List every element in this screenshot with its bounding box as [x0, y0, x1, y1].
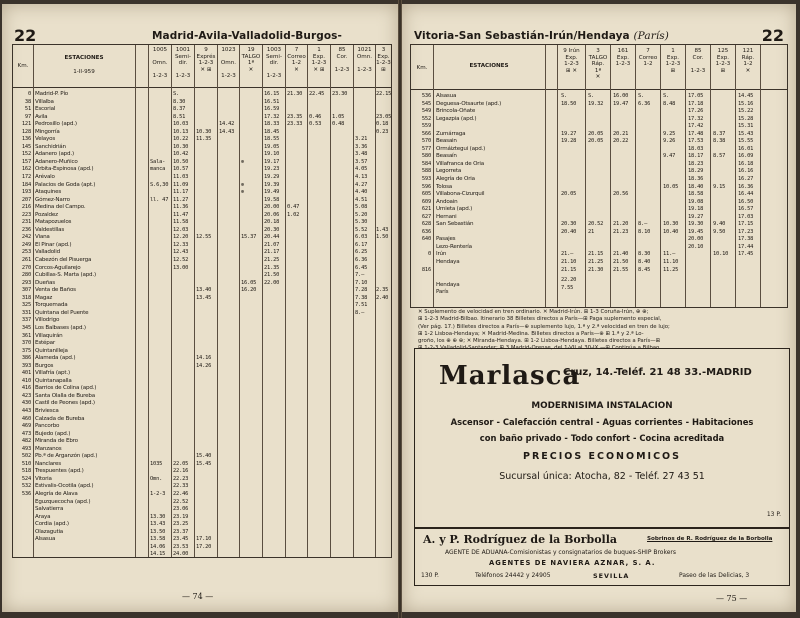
- train-header: 1 Exp. 1-2-3 ✕ ⊞: [311, 47, 327, 73]
- times-column: S. 8.30 8.37 8.51 10.03 10.13 10.22 10.30 10.42 10.50 10.57 11.03 11.09 11.17 11.27 11.36 11.47 11.58 12.03 12.20 12.33 12.43 12.52 13.00 22.05 22.16 22.23 22.33 22.46 22.52 23.06 23.19 23.25 23.37 23.45 23.53 24.00: [173, 91, 189, 558]
- times-column: 14.42 14.43: [219, 121, 235, 135]
- ad-hotel-address: Cruz, 14.-Teléf. 21 48 33.-MADRID: [563, 367, 752, 378]
- note-line: ⊞ 1-2-3 Madrid-Bilbao. Itinerario 38 Billetes directos a París—⊞ Paga suplemento especial,: [418, 316, 662, 323]
- note-line: (Ver pág. 17.) Billetes directos a París—⊕ suplemento lujo, 1.ª y 2.ª velocidad en tren de lujo;: [418, 323, 670, 330]
- stations-column: Madrid-P. Pío Villalba Escorial Avila Pedrosillo (apd.) Mingorría Velayos Sanchidrián Adanero (apd.) Adanero-Muñico Orbita-Espinosa (apd.) Arévalo Palacios de Goda (apt.) Ataquines Gómez-Narro Medina del Campo. Pozaldez Matapozuelos Valdestillas Viana El Pinar (apd.) Valladolid Cabezón del Pisuerga Corcos-Aguilarejo Cubillas-S. Marta (apd.) Dueñas Venta de Baños Magaz Torquemada Quintana del Puente Villodrigo Los Balbases (apd.) Villaquirán Estépar Quintanilleja Alameda (apd.) Burgos Villafría (apt.) Quintanapalla Barrios de Colina (apd.) Santa Olalla de Bureba Castil de Peones (apd.) Briviesca Calzada de Bureba Pancorbo Bujedo (apd.) Miranda de Ebro Manzanos Pb.ª de Arganzón (apd.) Nanclares Trespuentes (apd.) Vitoria Estivalis-Ocotila (apd.) Alegría de Alava Eguzquecocha (apd.) Salvatierra Araya Cordia (apd.) Olazagutia Alsasua: [35, 91, 98, 543]
- right-title-suffix: (París): [633, 30, 669, 42]
- km-header: Km.: [17, 63, 29, 69]
- left-page: [2, 4, 398, 612]
- train-header: 7 Correo 1-2: [638, 48, 658, 68]
- train-header: 1003 Semi- dir. 1-2-3: [265, 47, 282, 80]
- right-title-text: Vitoria-San Sebastián-Irún/Hendaya: [414, 30, 630, 42]
- times-column: Sala- manca S.6,30 ll. 47 1035 Omn. 1-2-3 13.30 13.43 13.50 13.58 14.06 14.15: [150, 158, 169, 558]
- times-column: 10.30 11.35 12.55 13.40 13.45 14.16 14.26 15.40 15.45 17.10 17.20: [196, 128, 212, 550]
- times-column: 14.45 15.16 15.22 15.28 15.31 15.43 15.55 16.01 16.09 16.18 16.16 16.27 16.36 16.44 16.50 16.57 17.03 17.15 17.23 17.38 17.44 17.45: [738, 93, 754, 258]
- times-column: S. 8.48 9.25 9.26 9.47 10.05 10.30 10.40 11.— 11.10 11.25: [663, 93, 679, 273]
- borbolla-agency-ad: [414, 528, 790, 586]
- km-header: Km.: [416, 65, 428, 71]
- left-page-title: Madrid-Avila-Valladolid-Burgos-: [152, 30, 342, 42]
- right-page-number: 22: [761, 26, 784, 45]
- ad2-line: AGENTES DE NAVIERA AZNAR, S. A.: [489, 559, 656, 567]
- times-column: S. 18.50 19.27 19.28 20.05 20.30 20.40 21.— 21.10 21.15: [561, 93, 577, 273]
- ad-line: MODERNISIMA INSTALACION: [531, 401, 673, 411]
- right-page: [402, 4, 796, 612]
- timetable-notes: [418, 309, 784, 353]
- times-column: 17.05 17.18 17.26 17.32 17.42 17.48 17.53 18.03 18.17 18.23 18.29 18.36 18.40 18.58 19.08 19.18 19.27 19.30 19.45 20.00 20.10: [688, 93, 704, 250]
- left-page-number: 22: [14, 26, 37, 45]
- train-header: 85 Cor. 1-2-3: [690, 48, 706, 74]
- times-column: S. 19.32 20.05 20.05 20.52 21 21.15 21.25 21.30: [588, 93, 604, 273]
- train-header: 1021 Omn. 1-2-3: [356, 47, 373, 73]
- train-header: 9 Exprés 1-2-3 ✕ ⊞: [196, 47, 216, 73]
- ad-line: Sucursal única: Atocha, 82 - Teléf. 27 43 51: [499, 471, 705, 482]
- train-header: 1023 Omn. 1-2-3: [220, 47, 237, 80]
- note-line: groño, los ⊕ ⊕ ⊕; ✕ Miranda-Hendaya. ⊞ 1-2 Lisboa-Hendaya. Billetes directos a París—⊞: [418, 338, 661, 345]
- train-header: 3 TALGO Ráp. 1ª ✕: [588, 48, 608, 81]
- times-column: 22.15 23.05 0.18 0.23 1.43 1.50 2.35 2.40: [376, 91, 392, 301]
- train-header: 121 Ráp. 1-2 ✕: [741, 48, 755, 74]
- ad2-name: A. y P. Rodríguez de la Borbolla: [423, 533, 618, 546]
- train-header: 9 Irún Exp. 1-2-3 ⊞ ✕: [563, 48, 580, 74]
- ad2-phone: Teléfonos 24442 y 24905: [475, 572, 551, 579]
- train-header: 7 Correo 1-2 ✕: [287, 47, 306, 73]
- times-column: S. 6.36 8.— 8.10 8.30 8.40 8.45: [638, 93, 651, 273]
- ad-hotel-name: Marlasca: [439, 361, 581, 391]
- ad2-code: 130 P.: [421, 572, 439, 579]
- right-page-footer: — 75 —: [716, 594, 748, 603]
- ad-line: Ascensor - Calefacción central - Aguas corrientes - Habitaciones: [450, 417, 754, 427]
- effective-date: 1-II-959: [73, 69, 95, 75]
- times-column: 23.30 1.05 0.48: [332, 91, 348, 128]
- ad-line: PRECIOS ECONOMICOS: [523, 451, 681, 462]
- train-header: 1001 Semi- dir. 1-2-3: [174, 47, 191, 80]
- train-header: 125 Exp. 1-2-3 ⊞: [715, 48, 731, 74]
- marlasca-hotel-ad: [414, 348, 790, 528]
- stations-column: Alsasua Deguesa-Otsaurte (apd.) Brincola-Oñate Legazpia (apd.) Zumárraga Beasain Ormáiztegui (apd.) Beasaín Villafranca de Oria Legorreta Alegría de Oria Tolosa Villabona-Cizurquil Andoain Urnieta (apd.) Hernani San Sebastián Pasajes Lezo-Rentería Irún Hendaya Hendaya París: [436, 93, 502, 296]
- paris-times: 22.20 7.55: [561, 277, 577, 291]
- times-column: 22.45 0.46 0.53: [309, 91, 325, 128]
- times-column: 21.30 23.35 23.33 0.47 1.02: [287, 91, 303, 218]
- ad2-city: SEVILLA: [593, 572, 630, 580]
- ad-code: 13 P.: [766, 511, 781, 518]
- ad2-street: Paseo de las Delicias, 3: [679, 572, 750, 579]
- times-column: 16.15 16.51 16.59 17.32 18.33 18.45 18.55 19.05 19.10 19.17 19.23 19.29 19.39 19.49 19.58 20.00 20.06 20.18 20.30 20.44 21.07 21.17 21.25 21.35 21.50 22.00: [264, 91, 280, 286]
- times-column: 16.00 19.47 20.21 20.22 20.56 21.20 21.23 21.40 21.50 21.55: [613, 93, 629, 273]
- train-header: 1005 Omn. 1-2-3: [152, 47, 168, 80]
- train-header: 3 Exp. 1-2-3 ⊞: [376, 47, 391, 73]
- train-header: 1 Exp. 1-2-3 ⊞: [665, 48, 681, 74]
- left-timetable: [12, 44, 392, 558]
- ad2-right: Sobrinos de R. Rodríguez de la Borbolla: [647, 536, 773, 542]
- km-column: 0 38 51 97 121 128 136 145 152 157 162 172 184 193 207 216 223 231 236 242 249 253 261 270 280 293 307 318 325 331 337 345 361 370 375 386 393 401 410 416 423 430 443 460 469 473 482 493 502 510 518 524 532 536: [21, 91, 31, 497]
- right-timetable: [410, 44, 788, 308]
- train-header: 19 TALGO 1ª ✕: [241, 47, 261, 73]
- train-header: 85 Cor. 1-2-3: [334, 47, 350, 73]
- train-header: 161 Exp. 1-2-3: [615, 48, 631, 68]
- stations-header: ESTACIONES: [64, 55, 104, 61]
- km-column: 536 545 549 552 559 566 570 577 580 584 588 593 596 605 609 621 627 628 636 640 0 816: [421, 93, 431, 273]
- stations-header: ESTACIONES: [469, 63, 509, 69]
- times-column: 8.37 8.38 8.57 9.15 9.40 9.50 10.10: [713, 130, 729, 258]
- ad2-line: AGENTE DE ADUANA-Comisionistas y consignatarios de buques-SHIP Brokers: [445, 549, 677, 556]
- times-column: ⊕ ⊕ ⊕ 15.37 16.05 16.20: [241, 158, 257, 294]
- ad-line: con baño privado - Todo confort - Cocina acreditada: [479, 433, 725, 443]
- times-column: 3.21 3.36 3.48 3.57 4.05 4.13 4.27 4.40 4.51 5.08 5.20 5.30 5.52 6.03 6.17 6.25 6.36 6.45 7.— 7.10 7.28 7.38 7.51 8.—: [355, 136, 368, 316]
- left-page-footer: — 74 —: [182, 592, 214, 601]
- right-page-title: [414, 30, 669, 42]
- note-line: ⊞ 1-2 Lisboa-Hendaya; ✕ Madrid-Medina. Billetes directos a París—⊕ ⊞ 1.ª y 2.ª Lo-: [418, 330, 644, 337]
- note-line: ✕ Suplemento de velocidad en tren ordinario. ✕ Madrid-Irún. ⊞ 1-3 Coruña-Irún, ⊕ ⊕;: [418, 309, 649, 315]
- note-line: ⊞ 1-2-3 Valladolid-Santander; ⊞ 3 Madrid-Orense, del 1-VII al 30-IX.—⊞ Continúa a Bilbao.: [418, 345, 661, 352]
